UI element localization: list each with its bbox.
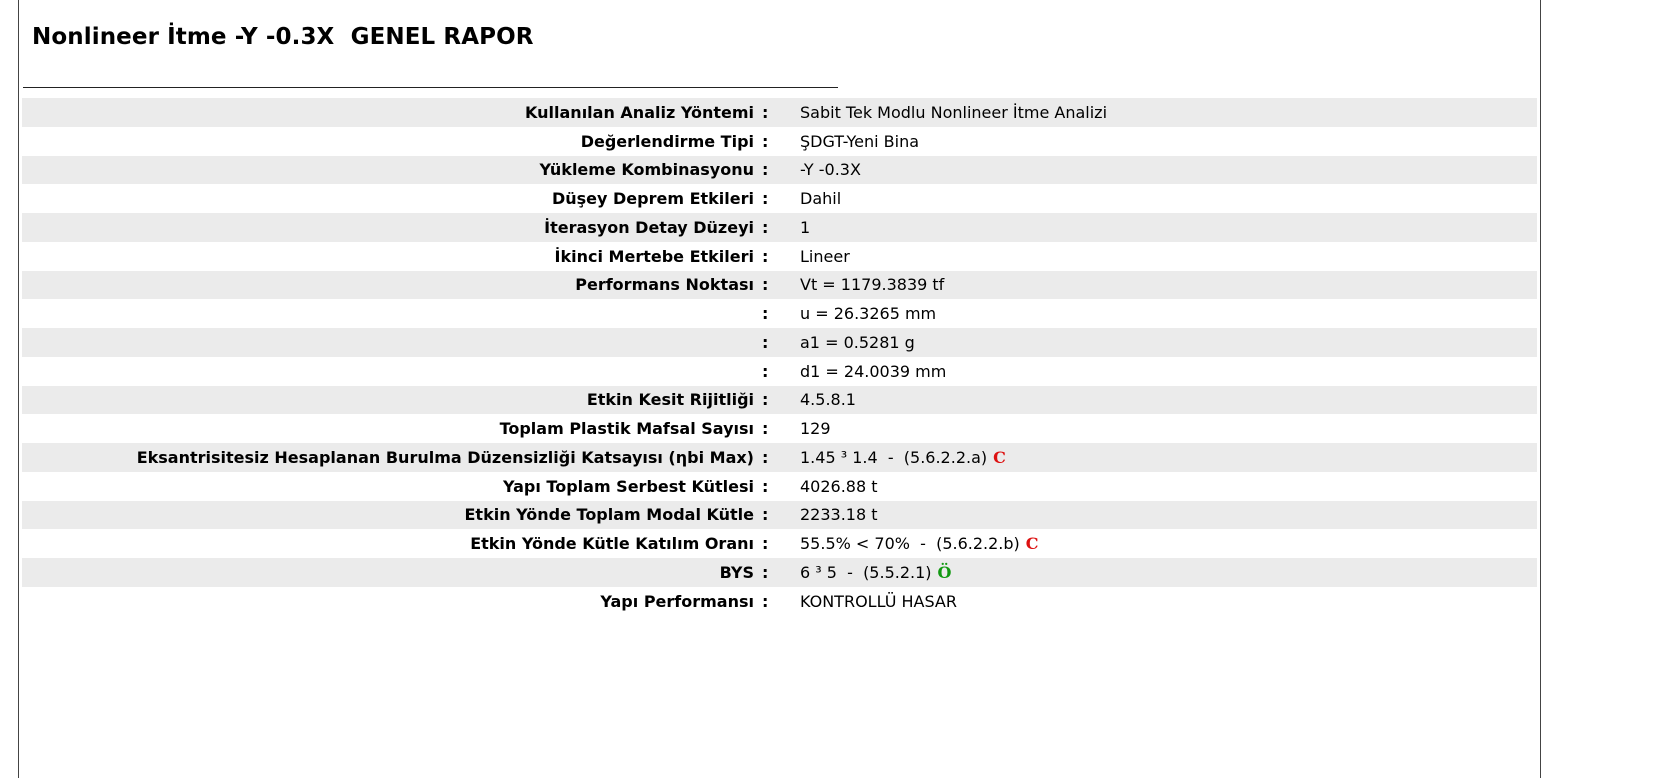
report-row [22,558,1537,587]
row-separator: : [762,275,769,295]
row-label: İterasyon Detay Düzeyi [544,217,754,237]
row-value: 55.5% < 70% - (5.6.2.2.b) [800,534,1020,554]
row-value: Vt = 1179.3839 tf [800,275,945,295]
report-title: Nonlineer İtme -Y -0.3X GENEL RAPOR [32,24,534,50]
row-label: Düşey Deprem Etkileri [551,189,754,209]
row-label: Yapı Toplam Serbest Kütlesi [503,476,754,496]
row-label: Kullanılan Analiz Yöntemi [525,102,754,122]
row-separator: : [762,562,769,582]
row-value: 129 [800,419,831,439]
row-value: 4026.88 t [800,476,878,496]
row-label: Etkin Kesit Rijitliği [586,390,754,410]
row-separator: : [762,390,769,410]
row-value: 1 [800,217,811,237]
report-table [22,98,1537,616]
report-row [22,127,1537,156]
row-label: Etkin Yönde Toplam Modal Kütle [464,505,754,525]
status-flag: Ö [937,562,952,582]
row-separator: : [762,476,769,496]
title-divider [23,87,838,88]
row-label: Değerlendirme Tipi [580,131,754,151]
row-separator: : [762,332,769,352]
row-value: Sabit Tek Modlu Nonlineer İtme Analizi [800,102,1108,122]
row-value: ŞDGT-Yeni Bina [800,131,920,151]
report-row [22,328,1537,357]
row-value: u = 26.3265 mm [800,304,937,324]
report-row [22,299,1537,328]
row-value: d1 = 24.0039 mm [800,361,947,381]
row-value: 6 ³ 5 - (5.5.2.1) [800,562,932,582]
row-separator: : [762,534,769,554]
row-value: Lineer [800,246,850,266]
report-row [22,357,1537,386]
row-separator: : [762,419,769,439]
row-value: 1.45 ³ 1.4 - (5.6.2.2.a) [800,447,988,467]
row-label: Yapı Performansı [600,591,754,611]
row-separator: : [762,160,769,180]
row-label: Etkin Yönde Kütle Katılım Oranı [470,534,754,554]
row-label: Toplam Plastik Mafsal Sayısı [499,419,754,439]
row-separator: : [762,361,769,381]
row-value: KONTROLLÜ HASAR [800,591,957,611]
row-value: a1 = 0.5281 g [800,332,915,352]
row-separator: : [762,189,769,209]
row-value: 4.5.8.1 [800,390,856,410]
row-separator: : [762,131,769,151]
row-separator: : [762,102,769,122]
status-flag: C [993,447,1006,467]
report-row [22,184,1537,213]
report-row [22,472,1537,501]
report-row [22,271,1537,300]
row-value: -Y -0.3X [800,160,861,180]
row-separator: : [762,505,769,525]
row-separator: : [762,304,769,324]
report-row [22,386,1537,415]
row-value: 2233.18 t [800,505,878,525]
row-label: BYS [719,562,754,582]
row-label: Performans Noktası [575,275,754,295]
report-row [22,98,1537,127]
report-row [22,529,1537,558]
report-row [22,587,1537,616]
row-value: Dahil [800,189,842,209]
status-flag: C [1025,534,1039,554]
report-row [22,414,1537,443]
report-row [22,156,1537,185]
row-label: Yükleme Kombinasyonu [539,160,754,180]
report-row [22,213,1537,242]
row-label: Eksantrisitesiz Hesaplanan Burulma Düzensizliği Katsayısı (ηbi Max) [136,447,754,467]
report-row [22,443,1537,472]
report-row [22,501,1537,530]
row-separator: : [762,591,769,611]
row-separator: : [762,246,769,266]
row-label: İkinci Mertebe Etkileri [554,246,754,266]
report-row [22,242,1537,271]
row-separator: : [762,447,769,467]
row-separator: : [762,217,769,237]
